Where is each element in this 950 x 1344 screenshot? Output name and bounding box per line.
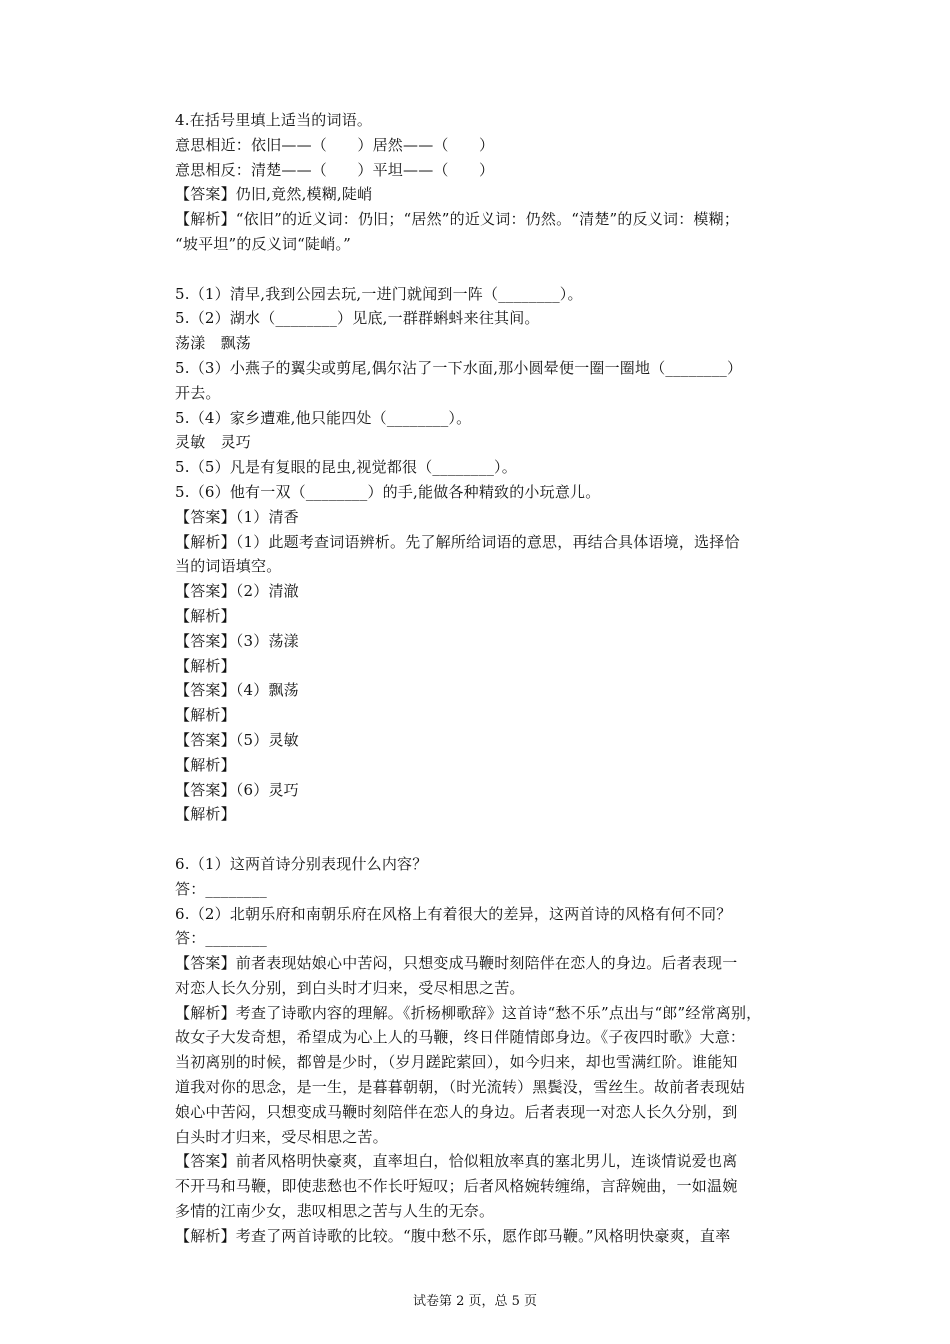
q6-line: 【答案】前者表现姑娘心中苦闷，只想变成马鞭时刻陪伴在恋人的身边。后者表现一: [175, 954, 738, 973]
exam-page: [175, 108, 830, 1249]
q5-line: 灵敏 灵巧: [175, 433, 252, 452]
q5-line: 开去。: [175, 383, 221, 402]
q6-line: 娘心中苦闷，只想变成马鞭时刻陪伴在恋人的身边。后者表现一对恋人长久分别，到: [175, 1102, 738, 1121]
q6-line: 当初离别的时候，都曾是少时，（岁月蹉跎萦回），如今归来，却也雪满红阶。谁能知: [175, 1053, 738, 1072]
page-footer: 试卷第 2 页，总 5 页: [412, 1294, 538, 1309]
q5-line: 【解析】（1）此题考查词语辨析。先了解所给词语的意思，再结合具体语境，选择恰: [175, 532, 740, 551]
q6-line: 6.（1）这两首诗分别表现什么内容？: [175, 854, 428, 873]
q6-line: 不开马和马鞭，即使悲愁也不作长吁短叹；后者风格婉转缠绵，言辞婉曲，一如温婉: [175, 1177, 738, 1196]
q5-line: 荡漾 飘荡: [175, 334, 252, 353]
q4-analysis-line: “坡平坦”的反义词“陡峭。”: [175, 234, 351, 253]
q5-line: 【答案】（5）灵敏: [175, 730, 299, 749]
q5-line: 5.（6）他有一双（________）的手,能做各种精致的小玩意儿。: [175, 482, 601, 501]
q4-answer: 【答案】仍旧,竟然,模糊,陡峭: [175, 185, 373, 204]
q6-line: 【解析】考查了两首诗歌的比较。“腹中愁不乐，愿作郎马鞭。”风格明快豪爽，直率: [175, 1226, 731, 1245]
q6-line: 故女子大发奇想，希望成为心上人的马鞭，终日伴随情郎身边。《子夜四时歌》大意：: [175, 1028, 746, 1047]
q6-line: 多情的江南少女，悲叹相思之苦与人生的无奈。: [175, 1202, 495, 1221]
q5-line: 【解析】: [175, 656, 236, 675]
spacer: [175, 827, 830, 852]
q5-line: 5.（1）清早,我到公园去玩,一进门就闻到一阵（________）。: [175, 284, 583, 303]
q6-line: 【答案】前者风格明快豪爽，直率坦白，恰似粗放率真的塞北男儿，连谈情说爱也离: [175, 1152, 738, 1171]
spacer: [175, 257, 830, 282]
q4-analysis-line: 【解析】“依旧”的近义词：仍旧；“居然”的近义词：仍然。“清楚”的反义词：模糊；: [175, 210, 740, 229]
q5-line: 5.（5）凡是有复眼的昆虫,视觉都很（________）。: [175, 458, 517, 477]
q5-line: 【答案】（3）荡漾: [175, 631, 299, 650]
q5-line: 当的词语填空。: [175, 557, 282, 576]
q6-line: 对恋人长久分别，到白头时才归来，受尽相思之苦。: [175, 978, 525, 997]
q5-line: 【解析】: [175, 755, 236, 774]
q4-title: 4.在括号里填上适当的词语。: [175, 111, 373, 129]
q5-line: 【解析】: [175, 606, 236, 625]
q5-line: 【解析】: [175, 805, 236, 824]
q4-synonyms: 意思相近：依旧——（ ）居然——（ ）: [175, 135, 495, 154]
q5-line: 【答案】（6）灵巧: [175, 780, 299, 799]
q6-line: 答：________: [175, 929, 268, 948]
q5-line: 【答案】（4）飘荡: [175, 681, 299, 700]
q5-line: 5.（4）家乡遭难,他只能四处（________）。: [175, 408, 472, 427]
q5-line: 5.（3）小燕子的翼尖或剪尾,偶尔沾了一下水面,那小圆晕便一圈一圈地（________）: [175, 358, 743, 377]
q6-line: 白头时才归来，受尽相思之苦。: [175, 1127, 388, 1146]
q5-line: 【解析】: [175, 706, 236, 725]
q6-line: 6.（2）北朝乐府和南朝乐府在风格上有着很大的差异，这两首诗的风格有何不同？: [175, 904, 732, 923]
q5-line: 5.（2）湖水（________）见底,一群群蝌蚪来往其间。: [175, 309, 540, 328]
q4-antonyms: 意思相反：清楚——（ ）平坦——（ ）: [175, 160, 495, 179]
q5-line: 【答案】（2）清澈: [175, 582, 299, 601]
q6-line: 【解析】考查了诗歌内容的理解。《折杨柳歌辞》这首诗“愁不乐”点出与“郎”经常离别，: [175, 1003, 762, 1022]
q5-line: 【答案】（1）清香: [175, 507, 299, 526]
q6-line: 道我对你的思念，是一生，是暮暮朝朝，（时光流转）黑鬓没，雪丝生。故前者表现姑: [175, 1078, 746, 1097]
q6-line: 答：________: [175, 879, 268, 898]
